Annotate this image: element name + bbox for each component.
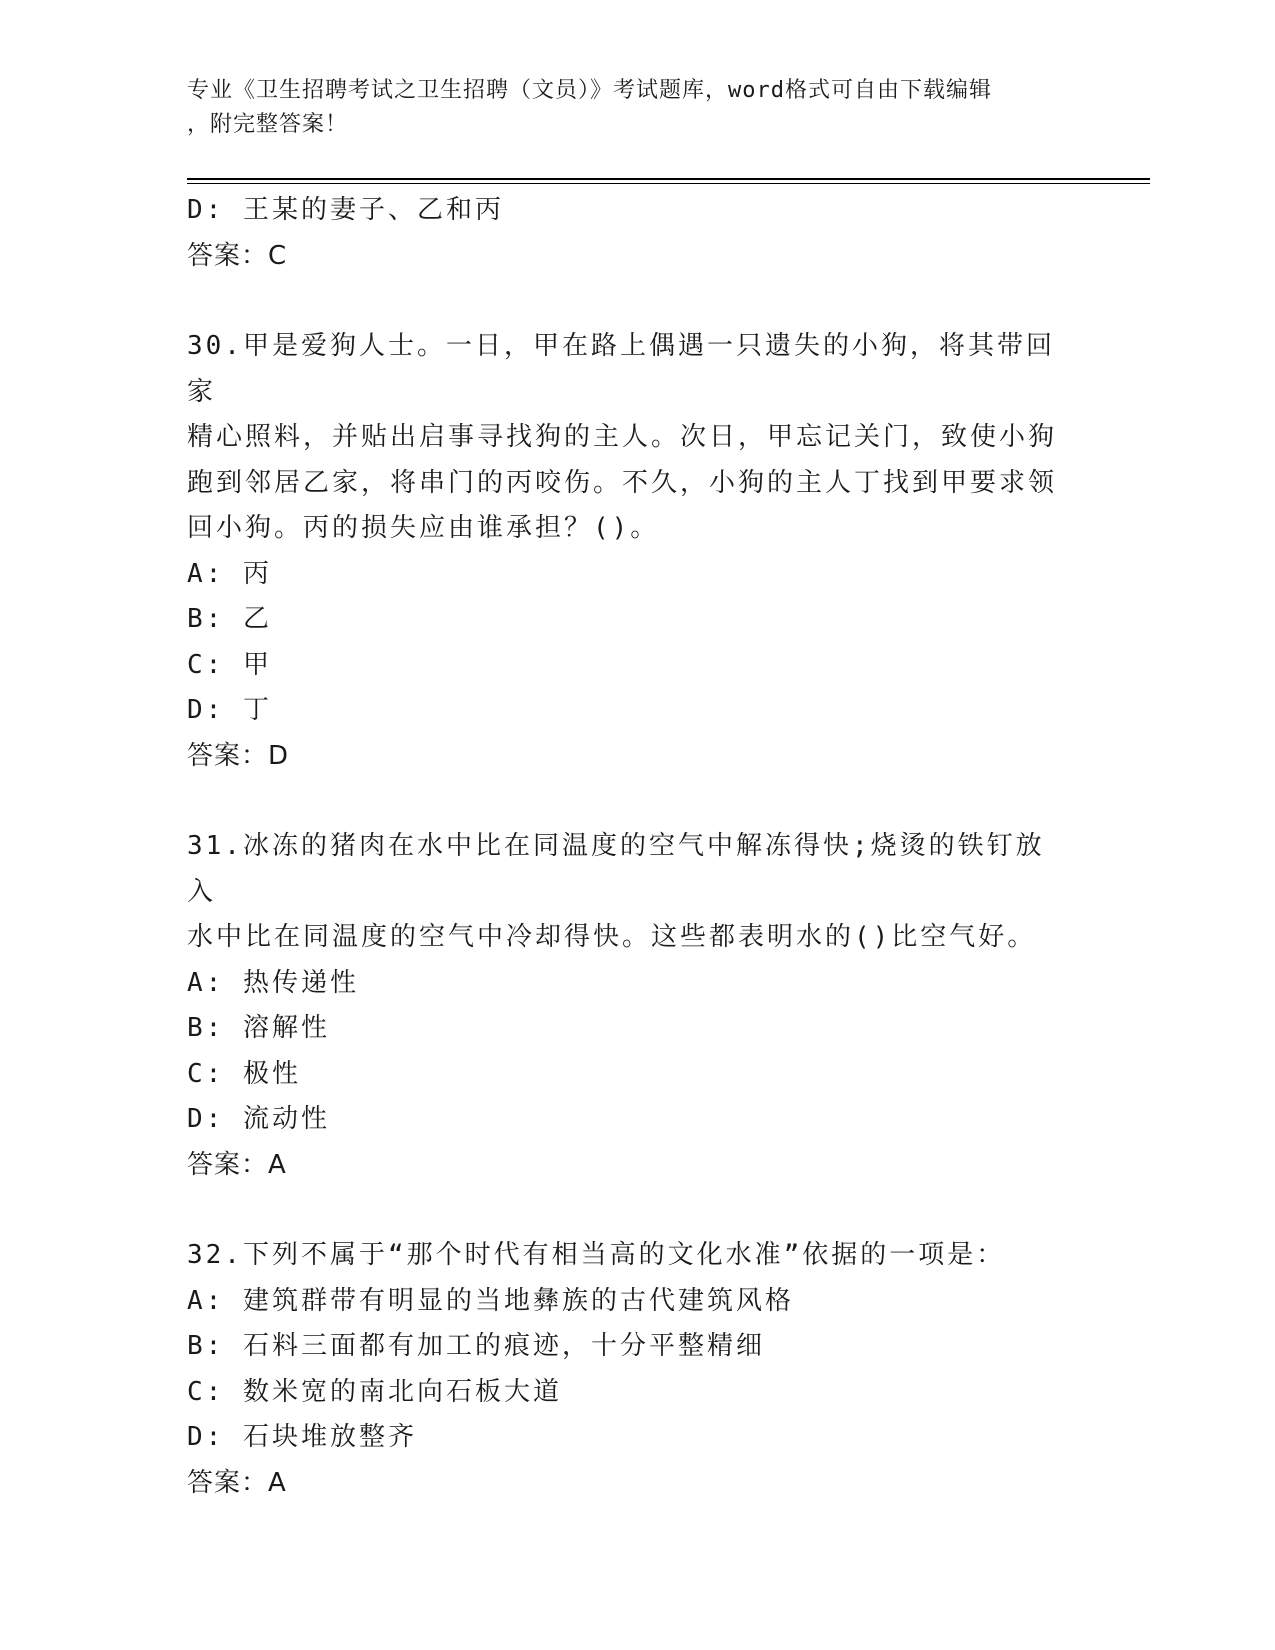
spacer — [187, 1188, 1087, 1233]
prev-question — [187, 188, 1087, 279]
stem-line: 32.下列不属于“那个时代有相当高的文化水准”依据的一项是： — [187, 1240, 1006, 1270]
header-line-2: ，附完整答案！ — [187, 112, 349, 137]
option-a: A: 丙 — [187, 558, 272, 589]
answer-text: 答案：D — [187, 740, 290, 771]
option-d: D: 流动性 — [187, 1104, 330, 1134]
option-c: C: 极性 — [187, 1058, 301, 1089]
answer-text: 答案：A — [187, 1467, 287, 1498]
question-stem — [187, 324, 1067, 552]
answer-text: 答案：C — [187, 240, 288, 271]
spacer — [187, 779, 1087, 824]
header-divider-thin — [187, 183, 1150, 184]
option-a: A: 热传递性 — [187, 967, 359, 998]
option-d: D: 丁 — [187, 695, 272, 725]
question-stem — [187, 824, 1067, 961]
option-d: D: 石块堆放整齐 — [187, 1422, 417, 1452]
stem-line: 31.冰冻的猪肉在水中比在同温度的空气中解冻得快;烧烫的铁钉放入 — [187, 831, 1045, 907]
stem-line: 水中比在同温度的空气中冷却得快。这些都表明水的()比空气好。 — [187, 922, 1037, 952]
stem-line: 精心照料，并贴出启事寻找狗的主人。次日，甲忘记关门，致使小狗 — [187, 422, 1058, 452]
question-stem — [187, 1233, 1067, 1279]
option-a: A: 建筑群带有明显的当地彝族的古代建筑风格 — [187, 1285, 794, 1316]
question-content — [187, 188, 1087, 1506]
spacer — [187, 279, 1087, 324]
option-d: D: 王某的妻子、乙和丙 — [187, 195, 504, 225]
question-32 — [187, 1233, 1087, 1506]
option-b: B: 石料三面都有加工的痕迹，十分平整精细 — [187, 1331, 765, 1361]
header-line-1: 专业《卫生招聘考试之卫生招聘（文员）》考试题库，word格式可自由下载编辑 — [187, 78, 992, 103]
stem-line: 跑到邻居乙家，将串门的丙咬伤。不久，小狗的主人丁找到甲要求领 — [187, 467, 1058, 498]
option-c: C: 甲 — [187, 649, 272, 680]
option-b: B: 乙 — [187, 604, 272, 634]
question-30 — [187, 324, 1087, 779]
document-header — [187, 74, 1087, 142]
answer-text: 答案：A — [187, 1149, 287, 1180]
header-divider-thick — [187, 178, 1150, 180]
question-31 — [187, 824, 1087, 1188]
option-c: C: 数米宽的南北向石板大道 — [187, 1376, 562, 1407]
option-b: B: 溶解性 — [187, 1013, 330, 1043]
stem-line: 回小狗。丙的损失应由谁承担？()。 — [187, 513, 660, 543]
stem-line: 30.甲是爱狗人士。一日，甲在路上偶遇一只遗失的小狗，将其带回家 — [187, 331, 1055, 407]
